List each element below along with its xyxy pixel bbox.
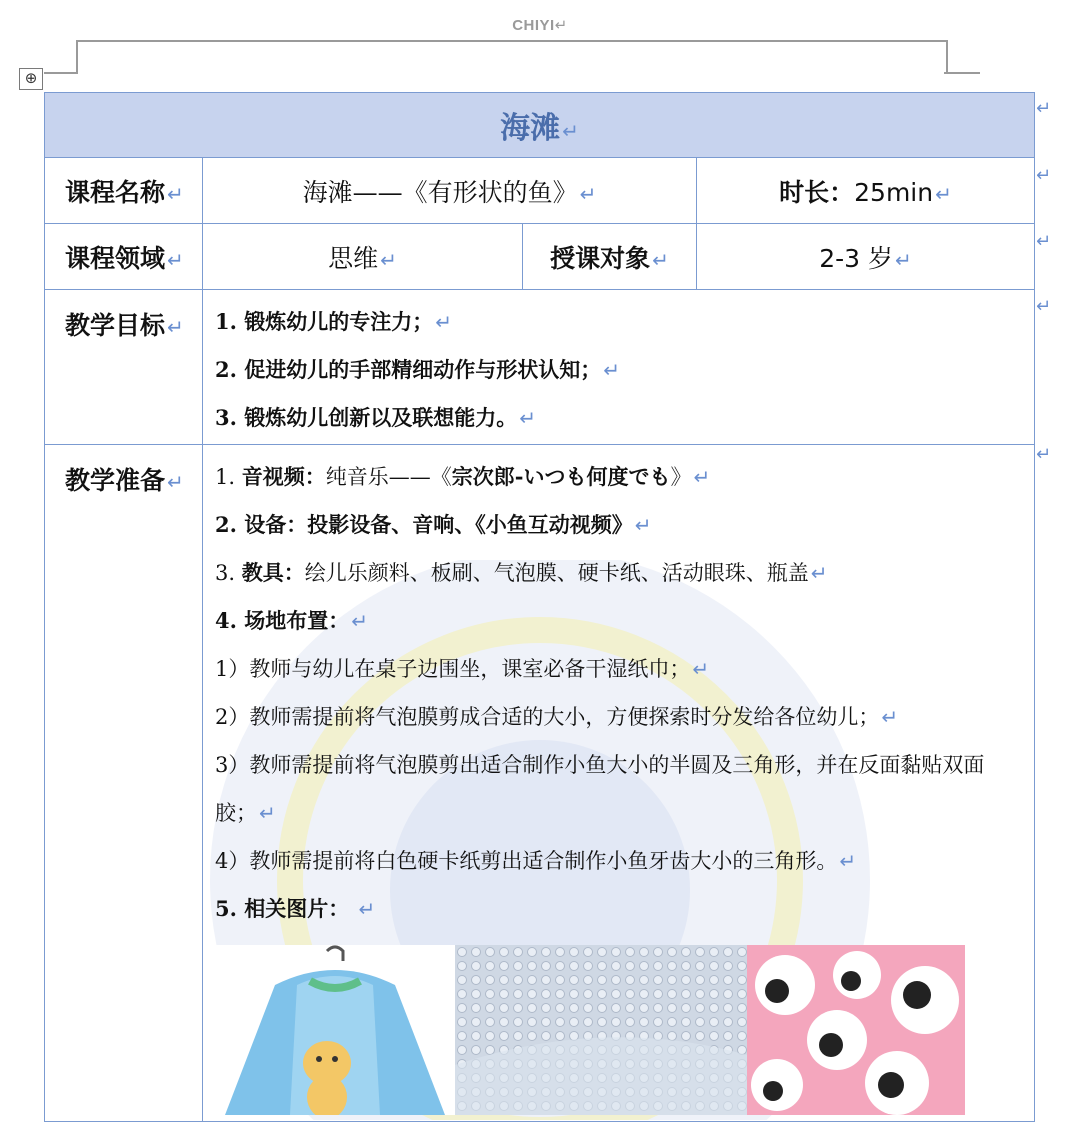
audience-value: 2-3 岁 ↵	[697, 224, 1035, 290]
objective-item: 1. 锻炼幼儿的专注力； ↵	[215, 309, 452, 334]
table-title: 海滩 ↵	[45, 93, 1035, 158]
lesson-plan-table	[44, 92, 1035, 1122]
duration-cell: 时长：25min ↵	[697, 158, 1035, 224]
header-frame	[76, 40, 948, 74]
prep-venue-item: 4）教师需提前将白色硬卡纸剪出适合制作小鱼牙齿大小的三角形。 ↵	[215, 849, 857, 873]
row-end-mark: ↵	[1036, 165, 1052, 186]
prep-venue-item: 3）教师需提前将气泡膜剪出适合制作小鱼大小的半圆及三角形，并在反面黏贴双面胶； ↵	[215, 753, 985, 825]
row-end-mark: ↵	[1036, 231, 1052, 252]
preparation-label: 教学准备 ↵	[45, 445, 203, 1122]
preparation-content	[203, 445, 1035, 1122]
prep-equipment: 2. 设备：投影设备、音响、《小鱼互动视频》 ↵	[215, 512, 652, 537]
prep-audio: 1. 音视频：纯音乐——《宗次郎-いつも何度でも》 ↵	[215, 464, 711, 489]
bubble-wrap-image	[455, 945, 747, 1115]
objectives-content	[203, 290, 1035, 445]
course-name-label: 课程名称 ↵	[45, 158, 203, 224]
row-end-mark: ↵	[1036, 98, 1052, 119]
objective-item: 3. 锻炼幼儿创新以及联想能力。 ↵	[215, 405, 536, 430]
prep-tools: 3. 教具：绘儿乐颜料、板刷、气泡膜、硬卡纸、活动眼珠、瓶盖 ↵	[215, 560, 828, 585]
objectives-label: 教学目标 ↵	[45, 290, 203, 445]
objective-item: 2. 促进幼儿的手部精细动作与形状认知； ↵	[215, 357, 620, 382]
row-end-mark: ↵	[1036, 296, 1052, 317]
prep-images-heading: 5. 相关图片： ↵	[215, 896, 376, 921]
document-header: CHIYI↵	[512, 17, 568, 34]
prep-venue-item: 1）教师与幼儿在桌子边围坐，课室必备干湿纸巾； ↵	[215, 657, 710, 681]
duration-label: 时长：	[779, 177, 855, 207]
course-domain-value: 思维 ↵	[203, 224, 523, 290]
prep-venue-heading: 4. 场地布置： ↵	[215, 608, 368, 633]
header-frame-tail-right	[944, 72, 980, 74]
row-end-mark: ↵	[1036, 444, 1052, 465]
header-frame-tail-left	[44, 72, 78, 74]
audience-label: 授课对象 ↵	[523, 224, 697, 290]
course-name-value: 海滩——《有形状的鱼》 ↵	[203, 158, 697, 224]
reference-images	[215, 945, 1024, 1115]
duration-value: 25min	[854, 177, 934, 207]
prep-venue-item: 2）教师需提前将气泡膜剪成合适的大小，方便探索时分发给各位幼儿； ↵	[215, 705, 899, 729]
table-move-handle-icon[interactable]: ⊕	[19, 68, 43, 90]
course-domain-label: 课程领域 ↵	[45, 224, 203, 290]
smock-image	[215, 945, 455, 1115]
googly-eyes-image	[747, 945, 965, 1115]
